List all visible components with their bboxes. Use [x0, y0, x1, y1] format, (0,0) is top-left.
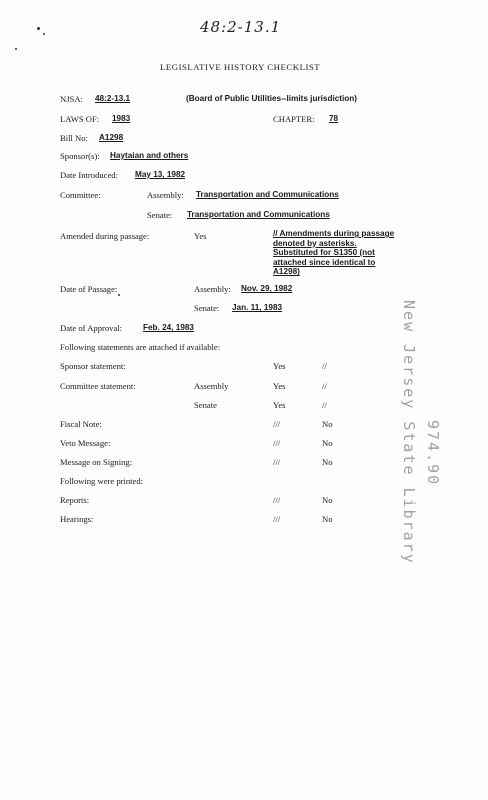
fiscal-note-no: No [322, 419, 333, 429]
njsa-description: (Board of Public Utilities--limits jurisdiction) [186, 94, 358, 103]
amendment-note-line: Substituted for S1350 (not [273, 248, 375, 258]
amendment-note-line: // Amendments during passage [273, 229, 395, 238]
hearings-yes: /// [273, 514, 281, 524]
committee-statement-assembly: Assembly [194, 381, 229, 391]
fiscal-note-yes: /// [273, 419, 281, 429]
committee-senate-label: Senate: [147, 210, 173, 220]
bill-no-value: A1298 [99, 133, 124, 142]
fiscal-note-label: Fiscal Note: [60, 419, 102, 429]
scan-speck [37, 27, 40, 30]
passage-senate-label: Senate: [194, 303, 220, 313]
hearings-no: No [322, 514, 333, 524]
date-of-passage-label: Date of Passage: [60, 284, 118, 294]
veto-message-label: Veto Message: [60, 438, 111, 448]
bill-no-label: Bill No: [60, 133, 88, 143]
sponsor-label: Sponsor(s): [60, 151, 100, 161]
scan-speck [118, 294, 120, 296]
sponsor-statement-no: // [322, 361, 327, 371]
amended-value: Yes [194, 231, 207, 241]
amendment-note-line: A1298) [273, 267, 300, 277]
message-on-signing-yes: /// [273, 457, 281, 467]
reports-label: Reports: [60, 495, 90, 505]
amendment-note [273, 229, 394, 277]
chapter-label: CHAPTER: [273, 114, 315, 124]
njsa-label: NJSA: [60, 94, 83, 104]
passage-senate-value: Jan. 11, 1983 [232, 303, 283, 312]
date-of-approval-label: Date of Approval: [60, 323, 123, 333]
date-of-approval-value: Feb. 24, 1983 [143, 323, 194, 332]
committee-assembly-label: Assembly: [147, 190, 184, 200]
sponsor-statement-yes: Yes [273, 361, 286, 371]
following-attached-text: Following statements are attached if available: [60, 342, 221, 352]
scan-speck [43, 33, 45, 35]
laws-of-value: 1983 [112, 114, 131, 123]
committee-statement-assembly-yes: Yes [273, 381, 286, 391]
amendment-note-line: denoted by asterisks. [273, 238, 357, 248]
njsa-value: 48:2-13.1 [95, 94, 131, 103]
committee-assembly-value: Transportation and Communications [196, 190, 339, 199]
library-stamp [396, 300, 442, 565]
committee-senate-value: Transportation and Communications [187, 210, 330, 219]
amended-label: Amended during passage: [60, 231, 150, 241]
reports-yes: /// [273, 495, 281, 505]
veto-message-yes: /// [273, 438, 281, 448]
committee-statement-senate-no: // [322, 400, 327, 410]
committee-statement-assembly-no: // [322, 381, 327, 391]
veto-message-no: No [322, 438, 333, 448]
chapter-value: 78 [329, 114, 339, 123]
laws-of-label: LAWS OF: [60, 114, 100, 124]
following-printed-text: Following were printed: [60, 476, 144, 486]
handwritten-reference: 48:2-13.1 [200, 18, 282, 36]
committee-statement-label: Committee statement: [60, 381, 136, 391]
date-introduced-label: Date Introduced: [60, 170, 118, 180]
stamp-line: 974.90 [424, 420, 442, 487]
stamp-line: New Jersey State Library [400, 300, 418, 565]
amendment-note-line: attached since identical to [273, 257, 376, 267]
committee-statement-senate: Senate [194, 400, 217, 410]
hearings-label: Hearings: [60, 514, 94, 524]
sponsor-statement-label: Sponsor statement: [60, 361, 126, 371]
committee-label: Committee: [60, 190, 101, 200]
passage-assembly-label: Assembly: [194, 284, 231, 294]
reports-no: No [322, 495, 333, 505]
message-on-signing-label: Message on Signing: [60, 457, 133, 467]
passage-assembly-value: Nov. 29, 1982 [241, 284, 293, 293]
committee-statement-senate-yes: Yes [273, 400, 286, 410]
date-introduced-value: May 13, 1982 [135, 170, 186, 179]
sponsor-value: Haytaian and others [110, 151, 189, 160]
message-on-signing-no: No [322, 457, 333, 467]
page-title: LEGISLATIVE HISTORY CHECKLIST [160, 62, 321, 72]
scan-speck [15, 48, 17, 50]
